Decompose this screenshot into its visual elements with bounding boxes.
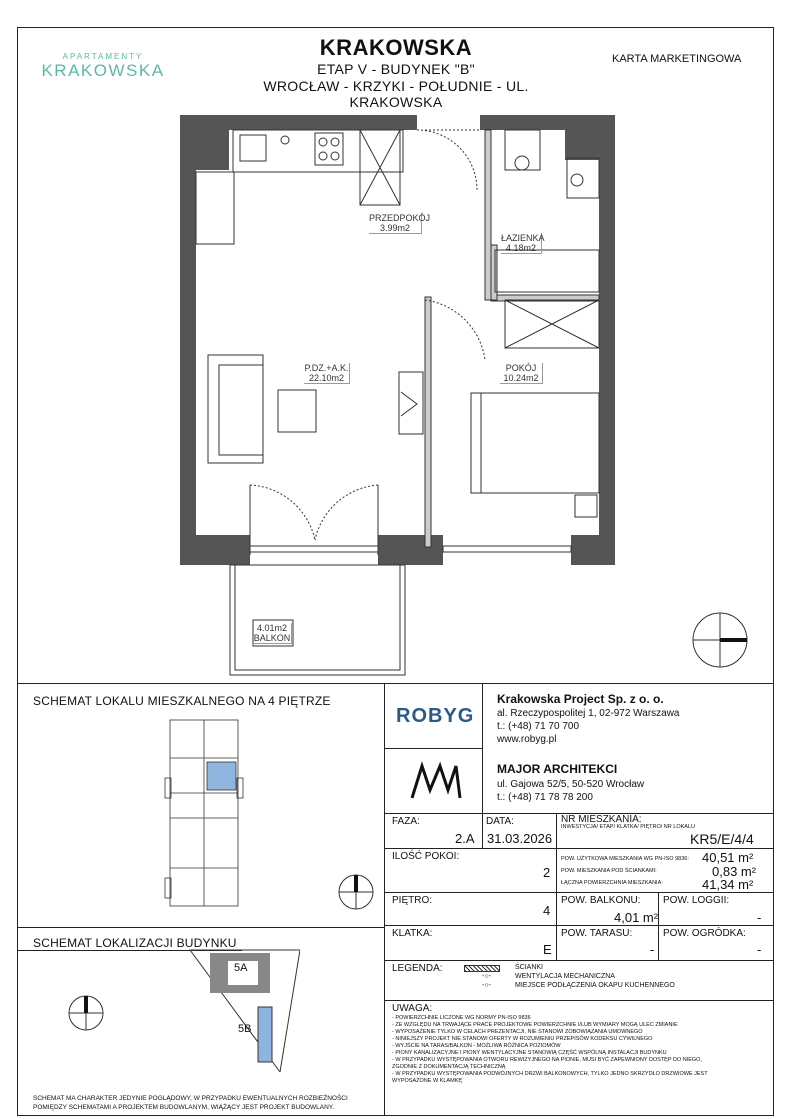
note-item: - W PRZYPADKU WYSTĘPOWANIA PODWÓJNYCH DRZWI BALKONOWYCH, TYLKO JEDNO SKRZYDŁO DRZWIOWE JEST WYPOSAŻONE W KLAMKĘ bbox=[392, 1071, 708, 1084]
wall-left bbox=[180, 115, 196, 565]
room-area: 3.99m2 bbox=[379, 223, 411, 233]
card-type: KARTA MARKETINGOWA bbox=[612, 53, 742, 65]
legend-hood-icon: -○- bbox=[482, 982, 491, 989]
legend-item: WENTYLACJA MECHANICZNA bbox=[515, 973, 615, 980]
pietro-label: PIĘTRO: bbox=[392, 895, 433, 906]
data-label: DATA: bbox=[486, 816, 514, 827]
wall-bottom-left bbox=[180, 535, 250, 565]
compass-icon bbox=[690, 610, 750, 670]
room-area: 22.10m2 bbox=[308, 373, 345, 383]
floor-schema bbox=[160, 718, 250, 913]
room-label-hall bbox=[369, 213, 431, 234]
data-value: 31.03.2026 bbox=[487, 831, 553, 846]
compass-icon bbox=[336, 872, 376, 912]
pietro-value: 4 bbox=[543, 903, 551, 918]
legend-wall-icon bbox=[464, 965, 500, 972]
loggia-label: POW. LOGGII: bbox=[663, 895, 730, 906]
floor-plan bbox=[175, 110, 620, 685]
loggia-value: - bbox=[757, 910, 762, 925]
building-5b: 5B bbox=[238, 1023, 252, 1035]
subtitle-location: WROCŁAW - KRZYKI - POŁUDNIE - UL. KRAKOWSKA bbox=[263, 78, 529, 110]
logo-top-text: APARTAMENTY bbox=[62, 52, 144, 61]
ogrodek-value: - bbox=[757, 942, 762, 957]
note-item: - WYPOSAŻENIE TYLKO W CELACH PREZENTACJI, NIE STANOWI ZOBOWIĄZANIA UMOWNEGO bbox=[392, 1029, 643, 1035]
architect-phone: t.: (+48) 71 78 78 200 bbox=[497, 792, 593, 803]
nr-sublabel: INWESTYCJA/ ETAP/ KLATKA/ PIĘTRO/ NR LOKALU bbox=[561, 824, 695, 830]
taras-label: POW. TARASU: bbox=[561, 928, 633, 939]
room-name: ŁAZIENKA bbox=[501, 233, 545, 243]
pow-laczna-label: ŁĄCZNA POWIERZCHNIA MIESZKANIA: bbox=[561, 880, 663, 886]
klatka-value: E bbox=[543, 942, 552, 957]
architect-address: ul. Gajowa 52/5, 50-520 Wrocław bbox=[497, 779, 645, 790]
room-label-balcony bbox=[253, 623, 292, 644]
legend-item: ŚCIANKI bbox=[515, 964, 544, 971]
room-name: PRZEDPOKÓJ bbox=[369, 213, 431, 223]
wall-right bbox=[599, 115, 615, 565]
pokoje-value: 2 bbox=[543, 865, 551, 880]
schema-floor-title: SCHEMAT LOKALU MIESZKALNEGO NA 4 PIĘTRZE bbox=[33, 694, 331, 708]
nr-value: KR5/E/4/4 bbox=[690, 831, 754, 847]
developer-web: www.robyg.pl bbox=[497, 734, 557, 745]
wall-top-right bbox=[480, 115, 615, 130]
legend-vent-icon: -○- bbox=[482, 973, 491, 980]
note-item: - NINIEJSZY PROJEKT NIE STANOWI OFERTY W ROZUMIENIU PRZEPISÓW KODEKSU CYWILNEGO bbox=[392, 1036, 653, 1042]
room-name: POKÓJ bbox=[505, 363, 537, 373]
compass-icon bbox=[66, 993, 106, 1033]
wall-bottom-mid bbox=[378, 535, 443, 565]
pow-sciany-label: POW. MIESZKANIA POD ŚCIANKAMI: bbox=[561, 868, 657, 874]
faza-value: 2.A bbox=[455, 831, 475, 846]
developer-address: al. Rzeczypospolitej 1, 02-972 Warszawa bbox=[497, 708, 680, 719]
note-item: - POWIERZCHNIE LICZONE WG NORMY PN-ISO 9836 bbox=[392, 1015, 531, 1021]
ogrodek-label: POW. OGRÓDKA: bbox=[663, 928, 746, 939]
nr-label: NR MIESZKANIA: bbox=[561, 814, 642, 825]
developer-logo: ROBYG bbox=[396, 705, 475, 727]
page-title: KRAKOWSKA bbox=[319, 35, 473, 60]
notes-title: UWAGA: bbox=[392, 1003, 433, 1014]
note-item: - WYJŚCIE NA TARAS/BALKON - MOŻLIWA RÓŻNICA POZIOMÓW bbox=[392, 1043, 561, 1049]
note-item: - PIONY KANALIZACYJNE I PIONY WENTYLACYJNE STANOWIĄ CZĘŚĆ WSPÓLNĄ INSTALACJI BUDYNKU bbox=[392, 1050, 667, 1056]
balkon-value: 4,01 m² bbox=[614, 910, 659, 925]
architect-name: MAJOR ARCHITEKCI bbox=[497, 762, 618, 776]
legend-title: LEGENDA: bbox=[392, 963, 443, 974]
room-label-living bbox=[304, 363, 350, 384]
room-name: BALKON bbox=[253, 633, 291, 643]
building-5a: 5A bbox=[234, 962, 248, 974]
schema-location-title: SCHEMAT LOKALIZACJI BUDYNKU bbox=[33, 936, 237, 950]
pow-uzytkowa-value: 40,51 m² bbox=[702, 850, 754, 865]
klatka-label: KLATKA: bbox=[392, 928, 433, 939]
logo-main-text: KRAKOWSKA bbox=[41, 61, 165, 80]
pokoje-label: ILOŚĆ POKOI: bbox=[392, 851, 460, 862]
wall-block-left bbox=[196, 130, 229, 170]
pow-laczna-value: 41,34 m² bbox=[702, 877, 754, 892]
pow-sciany-value: 0,83 m² bbox=[712, 864, 757, 879]
note-item: - ZE WZGLĘDU NA TRWAJĄCE PRACE PROJEKTOWE POWIERZCHNIE I/LUB WYMIARY MOGĄ ULEC ZMIANIE bbox=[392, 1022, 678, 1028]
taras-value: - bbox=[650, 942, 655, 957]
developer-phone: t.: (+48) 71 70 700 bbox=[497, 721, 580, 732]
notes-list bbox=[392, 1015, 712, 1085]
room-area: 4.01m2 bbox=[256, 623, 288, 633]
balkon-label: POW. BALKONU: bbox=[561, 895, 641, 906]
wall-top-left bbox=[180, 115, 417, 130]
legend-item: MIEJSCE PODŁĄCZENIA OKAPU KUCHENNEGO bbox=[515, 982, 675, 989]
room-label-bedroom bbox=[500, 363, 543, 384]
apartment-highlight bbox=[207, 762, 236, 790]
room-area: 4.18m2 bbox=[505, 243, 537, 253]
subtitle-stage: ETAP V - BUDYNEK "B" bbox=[317, 61, 475, 77]
logo bbox=[38, 52, 168, 88]
wall-bottom-right bbox=[571, 535, 615, 565]
wall-block-right bbox=[565, 130, 599, 160]
room-area: 10.24m2 bbox=[503, 373, 539, 383]
room-name: P.DZ.+A.K. bbox=[304, 363, 349, 373]
pow-uzytkowa-label: POW. UŻYTKOWA MIESZKANIA WG PN-ISO 9836: bbox=[561, 856, 689, 862]
note-item: - W PRZYPADKU WYSTĘPOWANIA OTWORU REWIZYJNEGO NA PIONIE, MUSI BYĆ ZAPEWNIONY DOSTĘP DO NIEGO, ZGODNIE Z DOKUMENTACJĄ TECHNICZNĄ bbox=[392, 1057, 702, 1070]
faza-label: FAZA: bbox=[392, 816, 420, 827]
room-label-bath bbox=[501, 233, 545, 254]
architect-logo-icon bbox=[410, 760, 462, 800]
schema-note: SCHEMAT MA CHARAKTER JEDYNIE POGLĄDOWY, W PRZYPADKU EWENTUALNYCH ROZBIEŻNOŚCI POMIĘDZY SCHEMATAMI A PROJEKTEM BUDOWLANYM, WIĄŻĄCY JEST PROJEKT BUDOWLANY. bbox=[33, 1095, 348, 1111]
developer-name: Krakowska Project Sp. z o. o. bbox=[497, 692, 664, 706]
